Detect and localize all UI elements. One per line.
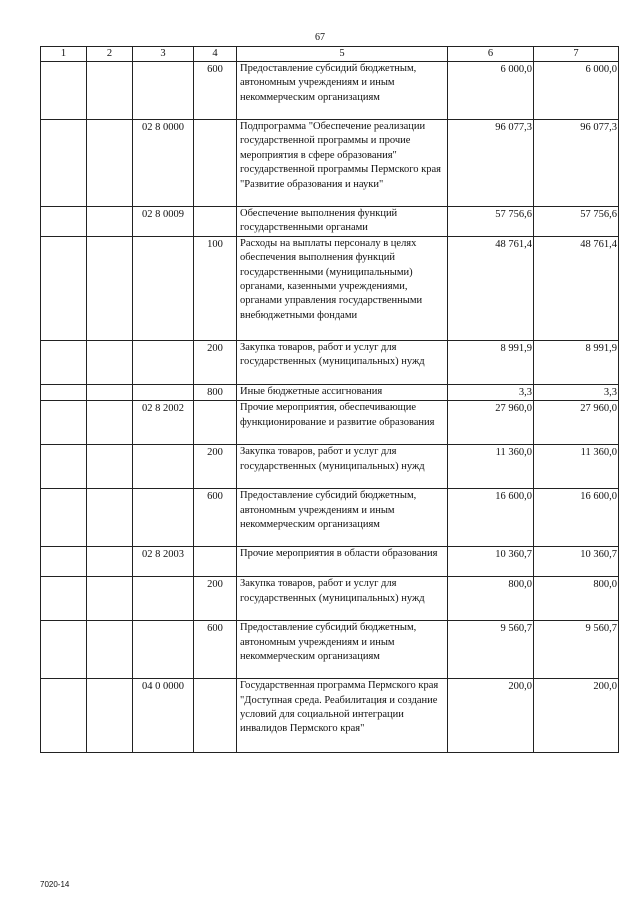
cell-col-2 [87, 547, 133, 577]
cell-amount-6: 6 000,0 [448, 62, 534, 120]
table-row [41, 577, 619, 621]
header-col-7: 7 [534, 47, 619, 62]
cell-amount-7: 57 756,6 [534, 207, 619, 237]
table-row [41, 547, 619, 577]
cell-col-2 [87, 340, 133, 384]
cell-col-1 [41, 547, 87, 577]
cell-col-2 [87, 384, 133, 400]
cell-col-1 [41, 340, 87, 384]
cell-col-1 [41, 236, 87, 340]
cell-expense-type [194, 401, 237, 445]
cell-description: Закупка товаров, работ и услуг для государственных (муниципальных) нужд [237, 340, 448, 384]
cell-amount-6: 96 077,3 [448, 120, 534, 207]
cell-amount-7: 27 960,0 [534, 401, 619, 445]
cell-expense-type: 200 [194, 577, 237, 621]
cell-expense-type [194, 547, 237, 577]
cell-code: 02 8 0000 [133, 120, 194, 207]
cell-col-2 [87, 207, 133, 237]
cell-code [133, 445, 194, 489]
table-row [41, 384, 619, 400]
cell-amount-7: 8 991,9 [534, 340, 619, 384]
cell-col-2 [87, 445, 133, 489]
cell-code [133, 62, 194, 120]
table-row [41, 120, 619, 207]
cell-amount-7: 3,3 [534, 384, 619, 400]
table-row [41, 207, 619, 237]
cell-description: Подпрограмма "Обеспечение реализации государственной программы и прочие мероприятия в сфере образования" государственной программы Пермского края "Развитие образования и науки" [237, 120, 448, 207]
table-row [41, 62, 619, 120]
cell-expense-type [194, 679, 237, 753]
cell-code: 02 8 0009 [133, 207, 194, 237]
cell-description: Государственная программа Пермского края "Доступная среда. Реабилитация и создание условий для социальной интеграции инвалидов Пермского края" [237, 679, 448, 753]
cell-col-1 [41, 679, 87, 753]
cell-amount-7: 96 077,3 [534, 120, 619, 207]
cell-col-2 [87, 120, 133, 207]
table-row [41, 679, 619, 753]
cell-col-2 [87, 621, 133, 679]
cell-col-1 [41, 445, 87, 489]
cell-code: 02 8 2003 [133, 547, 194, 577]
page-number: 67 [315, 32, 325, 43]
cell-description: Прочие мероприятия, обеспечивающие функционирование и развитие образования [237, 401, 448, 445]
cell-description: Обеспечение выполнения функций государственными органами [237, 207, 448, 237]
cell-code [133, 489, 194, 547]
cell-amount-7: 10 360,7 [534, 547, 619, 577]
cell-code [133, 577, 194, 621]
cell-amount-6: 200,0 [448, 679, 534, 753]
cell-expense-type: 600 [194, 489, 237, 547]
cell-code [133, 236, 194, 340]
cell-description: Предоставление субсидий бюджетным, автономным учреждениям и иным некоммерческим организациям [237, 621, 448, 679]
cell-amount-6: 11 360,0 [448, 445, 534, 489]
cell-expense-type: 100 [194, 236, 237, 340]
cell-amount-7: 11 360,0 [534, 445, 619, 489]
header-col-3: 3 [133, 47, 194, 62]
header-col-6: 6 [448, 47, 534, 62]
cell-expense-type [194, 120, 237, 207]
cell-col-2 [87, 62, 133, 120]
cell-expense-type: 200 [194, 340, 237, 384]
table-row [41, 401, 619, 445]
cell-amount-7: 48 761,4 [534, 236, 619, 340]
cell-description: Предоставление субсидий бюджетным, автономным учреждениям и иным некоммерческим организациям [237, 62, 448, 120]
cell-col-1 [41, 489, 87, 547]
cell-amount-6: 57 756,6 [448, 207, 534, 237]
cell-code [133, 340, 194, 384]
cell-code: 04 0 0000 [133, 679, 194, 753]
cell-col-1 [41, 207, 87, 237]
cell-code: 02 8 2002 [133, 401, 194, 445]
cell-expense-type: 200 [194, 445, 237, 489]
cell-expense-type: 800 [194, 384, 237, 400]
cell-amount-7: 9 560,7 [534, 621, 619, 679]
cell-amount-6: 27 960,0 [448, 401, 534, 445]
cell-amount-7: 800,0 [534, 577, 619, 621]
table-row [41, 445, 619, 489]
table-row [41, 489, 619, 547]
cell-col-1 [41, 577, 87, 621]
budget-table-wrapper [40, 46, 618, 753]
cell-code [133, 384, 194, 400]
cell-amount-7: 6 000,0 [534, 62, 619, 120]
cell-col-2 [87, 236, 133, 340]
header-col-4: 4 [194, 47, 237, 62]
cell-amount-7: 200,0 [534, 679, 619, 753]
footer-code: 7020-14 [40, 880, 70, 889]
cell-amount-6: 10 360,7 [448, 547, 534, 577]
table-row [41, 621, 619, 679]
cell-amount-6: 9 560,7 [448, 621, 534, 679]
cell-col-2 [87, 577, 133, 621]
cell-col-2 [87, 489, 133, 547]
cell-description: Расходы на выплаты персоналу в целях обеспечения выполнения функций государственными (муниципальными) органами, казенными учреждениями, органами управления государственными внебюджетными фондами [237, 236, 448, 340]
cell-col-1 [41, 621, 87, 679]
header-col-1: 1 [41, 47, 87, 62]
cell-col-1 [41, 384, 87, 400]
cell-expense-type: 600 [194, 62, 237, 120]
cell-description: Закупка товаров, работ и услуг для государственных (муниципальных) нужд [237, 577, 448, 621]
cell-description: Закупка товаров, работ и услуг для государственных (муниципальных) нужд [237, 445, 448, 489]
cell-description: Прочие мероприятия в области образования [237, 547, 448, 577]
header-col-5: 5 [237, 47, 448, 62]
cell-col-1 [41, 401, 87, 445]
cell-col-2 [87, 401, 133, 445]
cell-amount-6: 48 761,4 [448, 236, 534, 340]
cell-description: Предоставление субсидий бюджетным, автономным учреждениям и иным некоммерческим организациям [237, 489, 448, 547]
cell-col-2 [87, 679, 133, 753]
table-row [41, 236, 619, 340]
budget-table [40, 46, 619, 753]
cell-amount-6: 16 600,0 [448, 489, 534, 547]
cell-description: Иные бюджетные ассигнования [237, 384, 448, 400]
cell-amount-6: 8 991,9 [448, 340, 534, 384]
cell-amount-6: 800,0 [448, 577, 534, 621]
cell-col-1 [41, 62, 87, 120]
cell-expense-type: 600 [194, 621, 237, 679]
table-row [41, 340, 619, 384]
header-col-2: 2 [87, 47, 133, 62]
cell-code [133, 621, 194, 679]
cell-expense-type [194, 207, 237, 237]
header-row [41, 47, 619, 62]
cell-col-1 [41, 120, 87, 207]
cell-amount-6: 3,3 [448, 384, 534, 400]
cell-amount-7: 16 600,0 [534, 489, 619, 547]
